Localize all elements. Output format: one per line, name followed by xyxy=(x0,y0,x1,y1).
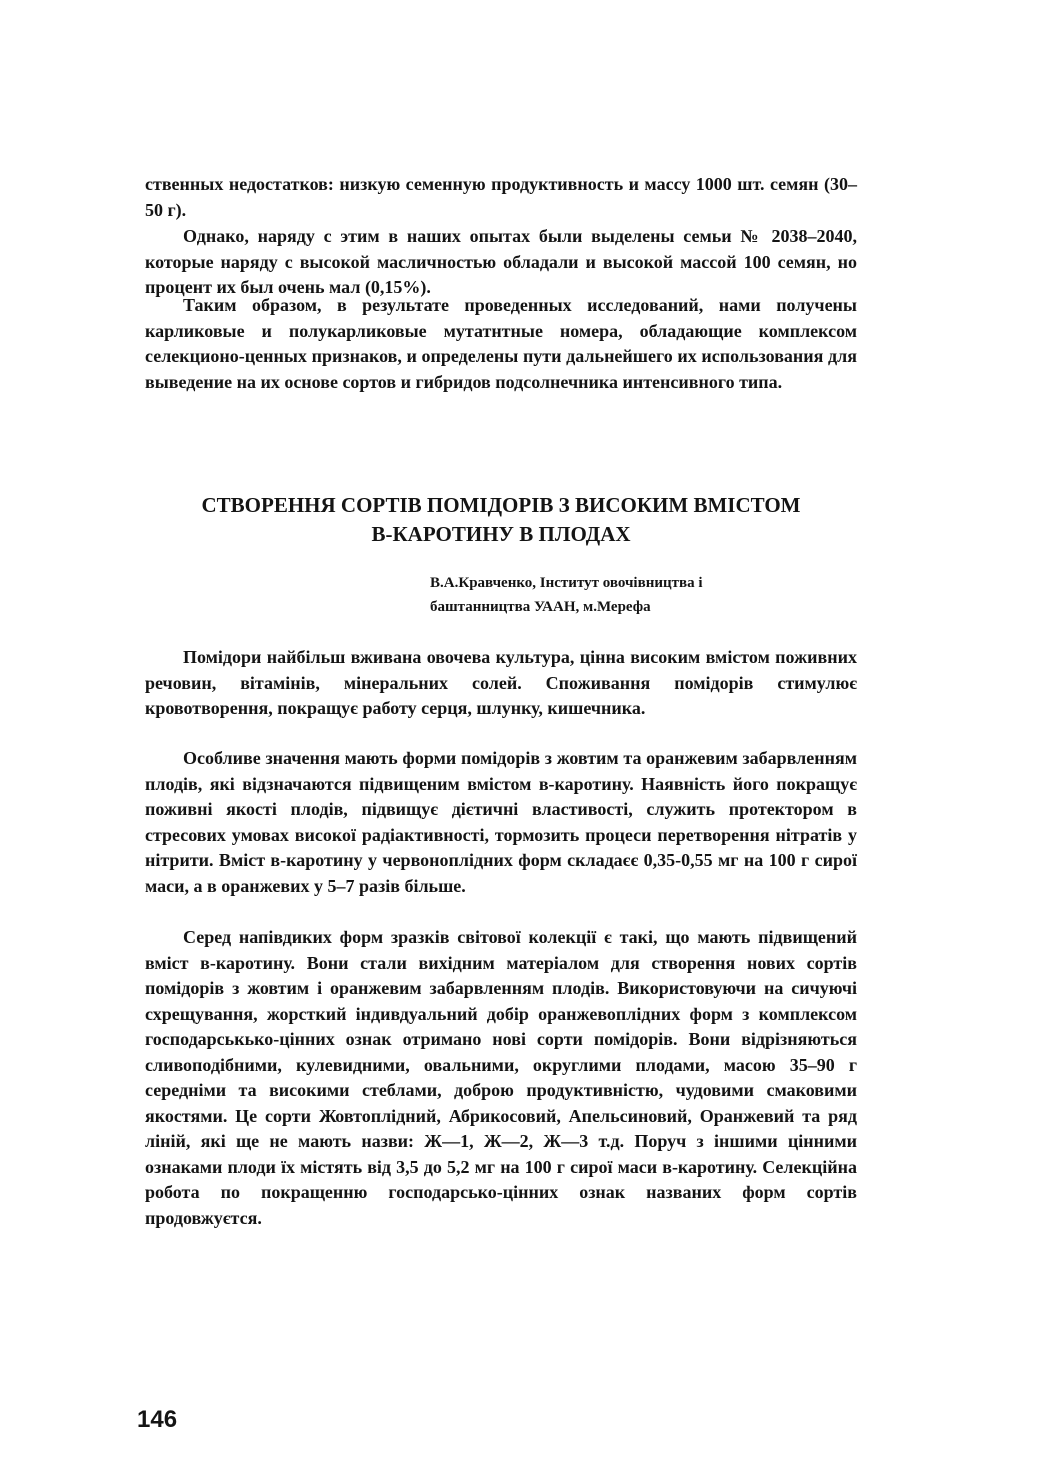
article-paragraph-3 xyxy=(145,925,857,1231)
page-number: 146 xyxy=(137,1406,178,1433)
paragraph-text: Однако, наряду с этим в наших опытах были выделены семьи № 2038–2040, которые наряду с высокой масличностью обладали и высокой массой 100 семян, но процент их был очень мал (0,15%). xyxy=(145,226,857,297)
article-paragraph-1 xyxy=(145,645,857,722)
body-paragraph-3 xyxy=(145,293,857,395)
article-title-line-1: СТВОРЕННЯ СОРТІВ ПОМІДОРІВ З ВИСОКИМ ВМІСТОМ xyxy=(201,493,801,517)
article-authors xyxy=(430,571,850,619)
authors-line-1: В.А.Кравченко, Інститут овочівництва і xyxy=(430,575,703,591)
body-paragraph-1 xyxy=(145,172,857,223)
paragraph-text: Особливе значення мають форми помідорів з жовтим та оранжевим забарвленням плодів, які відзначаются підвищеним вмістом в-каротину. Наявність його покращує поживні якості плодів, підвищує дієтичні властивості, служить протектором в стресових умовах високої радіактивності, тормозить процеси перетворення нітратів у нітрити. Вміст в-каротину у червоноплідних форм складаєє 0,35-0,55 мг на 100 г сирої маси, а в оранжевих у 5–7 разів більше. xyxy=(145,748,857,896)
authors-line-2: баштанництва УААН, м.Мерефа xyxy=(430,599,651,615)
body-paragraph-2 xyxy=(145,224,857,301)
paragraph-text: Таким образом, в результате проведенных исследований, нами получены карликовые и полукарликовые мутатнтные номера, обладающие комплексом селекционо-ценных признаков, и определены пути дальнейшего их использования для выведение на их основе сортов и гибридов подсолнечника интенсивного типа. xyxy=(145,295,857,392)
article-paragraph-2 xyxy=(145,746,857,899)
paragraph-text: Серед напівдиких форм зразків світової колекції є такі, що мають підвищений вміст в-каротину. Вони стали вихідним матеріалом для створення нових сортів помідорів з жовтим і оранжевим забарвленням плодів. Використовуючи на сичуючі схрещування, жорсткий індивдуальний добір оранжевоплідних форм з комплексом господарськько-цінних ознак отримано нові сорти помідорів. Вони відрізняються сливоподібними, кулевидними, овальними, округлими плодами, масою 35–90 г середніми та високими стеблами, доброю продуктивністю, чудовими смаковими якостями. Це сорти Жовтоплідний, Абрикосовий, Апельсиновий, Оранжевий та ряд ліній, які ще не мають назви: Ж—1, Ж—2, Ж—3 т.д. Поруч з іншими цінними ознаками плоди їх містять від 3,5 до 5,2 мг на 100 г сирої маси в-каротину. Селекційна робота по покращенню господарсько-цінних ознак названих форм сортів продовжуєтся. xyxy=(145,927,857,1228)
article-title xyxy=(145,491,857,549)
article-title-line-2: В-КАРОТИНУ В ПЛОДАХ xyxy=(371,522,631,546)
paragraph-text: Помідори найбільш вживана овочева культура, цінна високим вмістом поживних речовин, вітамінів, мінеральних солей. Споживання помідорів стимулює кровотворення, покращує работу серця, шлунку, кишечника. xyxy=(145,647,857,718)
paragraph-text: ственных недостатков: низкую семенную продуктивность и массу 1000 шт. семян (30–50 г). xyxy=(145,174,857,220)
